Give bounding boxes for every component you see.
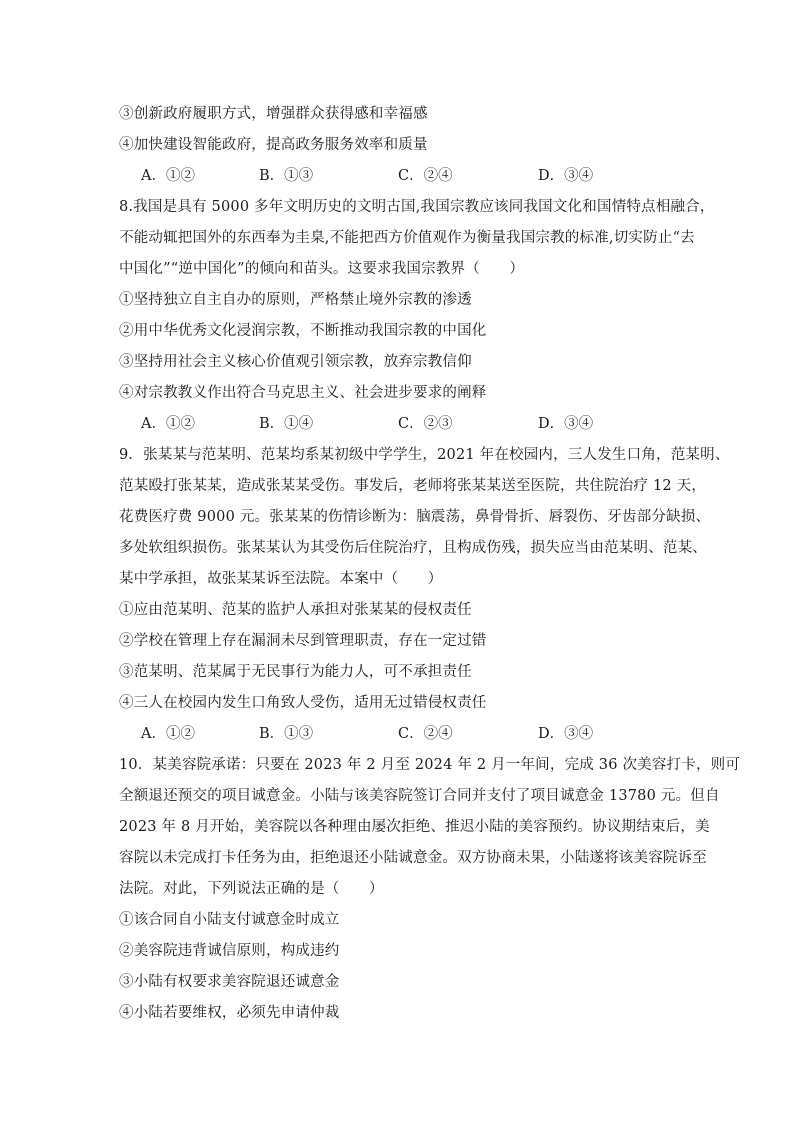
option-line: ③创新政府履职方式，增强群众获得感和幸福感 (119, 106, 428, 122)
answer-choices (119, 161, 679, 192)
question-stem-line: 法院。对此，下列说法正确的是（ ） (119, 881, 384, 897)
choice-c: C．②④ (398, 726, 453, 742)
question-stem-line: 容院以未完成打卡任务为由，拒绝退还小陆诚意金。双方协商未果，小陆遂将该美容院诉至 (119, 850, 707, 866)
choice-c: C．②④ (398, 168, 453, 184)
option-line: ③小陆有权要求美容院退还诚意金 (119, 974, 340, 990)
answer-choices (119, 409, 679, 440)
choice-b: B．①③ (259, 168, 314, 184)
choice-b: B．①③ (259, 726, 314, 742)
option-line: ②用中华优秀文化浸润宗教，不断推动我国宗教的中国化 (119, 323, 487, 339)
option-line: ②美容院违背诚信原则，构成违约 (119, 943, 340, 959)
option-line: ④对宗教教义作出符合马克思主义、社会进步要求的阐释 (119, 385, 487, 401)
exam-page (119, 99, 741, 1029)
question-8 (119, 192, 715, 440)
option-line: ③范某明、范某属于无民事行为能力人，可不承担责任 (119, 664, 472, 680)
question-7 (119, 99, 679, 192)
question-stem-line: 多处软组织损伤。张某某认为其受伤后住院治疗，且构成伤残，损失应当由范某明、范某、 (119, 540, 707, 556)
choice-a: A．①② (141, 168, 195, 184)
question-stem-line: 2023 年 8 月开始，美容院以各种理由屡次拒绝、推迟小陆的美容预约。协议期结束后，美 (119, 819, 710, 835)
choice-d: D．③④ (538, 416, 594, 432)
option-line: ①该合同自小陆支付诚意金时成立 (119, 912, 340, 928)
question-10 (119, 750, 741, 1029)
choice-a: A．①② (141, 726, 195, 742)
question-stem-line: 9．张某某与范某明、范某均系某初级中学学生，2021 年在校园内，三人发生口角，范某明、 (119, 447, 730, 463)
question-stem-line: 全额退还预交的项目诚意金。小陆与该美容院签订合同并支付了项目诚意金 13780 元。但自 (119, 788, 720, 804)
choice-a: A．①② (141, 416, 195, 432)
choice-d: D．③④ (538, 726, 594, 742)
option-line: ②学校在管理上存在漏洞未尽到管理职责，存在一定过错 (119, 633, 487, 649)
question-stem-line: 某中学承担，故张某某诉至法院。本案中（ ） (119, 571, 443, 587)
option-line: ④加快建设智能政府，提高政务服务效率和质量 (119, 137, 428, 153)
option-line: ①应由范某明、范某的监护人承担对张某某的侵权责任 (119, 602, 472, 618)
choice-d: D．③④ (538, 168, 594, 184)
option-line: ①坚持独立自主自办的原则，严格禁止境外宗教的渗透 (119, 292, 472, 308)
option-line: ④三人在校园内发生口角致人受伤，适用无过错侵权责任 (119, 695, 487, 711)
question-stem-line: 中国化”“逆中国化”的倾向和苗头。这要求我国宗教界（ ） (119, 261, 525, 277)
question-stem-line: 花费医疗费 9000 元。张某某的伤情诊断为：脑震荡，鼻骨骨折、唇裂伤、牙齿部分缺损、 (119, 509, 711, 525)
question-stem-line: 8.我国是具有 5000 多年文明历史的文明古国,我国宗教应该同我国文化和国情特点相融合， (119, 199, 715, 215)
choice-c: C．②③ (398, 416, 453, 432)
option-line: ③坚持用社会主义核心价值观引领宗教，放弃宗教信仰 (119, 354, 472, 370)
choice-b: B．①④ (259, 416, 314, 432)
question-stem-line: 范某殴打张某某，造成张某某受伤。事发后，老师将张某某送至医院，共住院治疗 12 天， (119, 478, 707, 494)
answer-choices (119, 719, 679, 750)
question-stem-line: 10．某美容院承诺：只要在 2023 年 2 月至 2024 年 2 月一年间，完成 36 次美容打卡，则可 (119, 757, 741, 773)
question-9 (119, 440, 730, 750)
question-stem-line: 不能动辄把国外的东西奉为圭臬,不能把西方价值观作为衡量我国宗教的标准,切实防止“去 (119, 230, 695, 246)
option-line: ④小陆若要维权，必须先申请仲裁 (119, 1005, 340, 1021)
